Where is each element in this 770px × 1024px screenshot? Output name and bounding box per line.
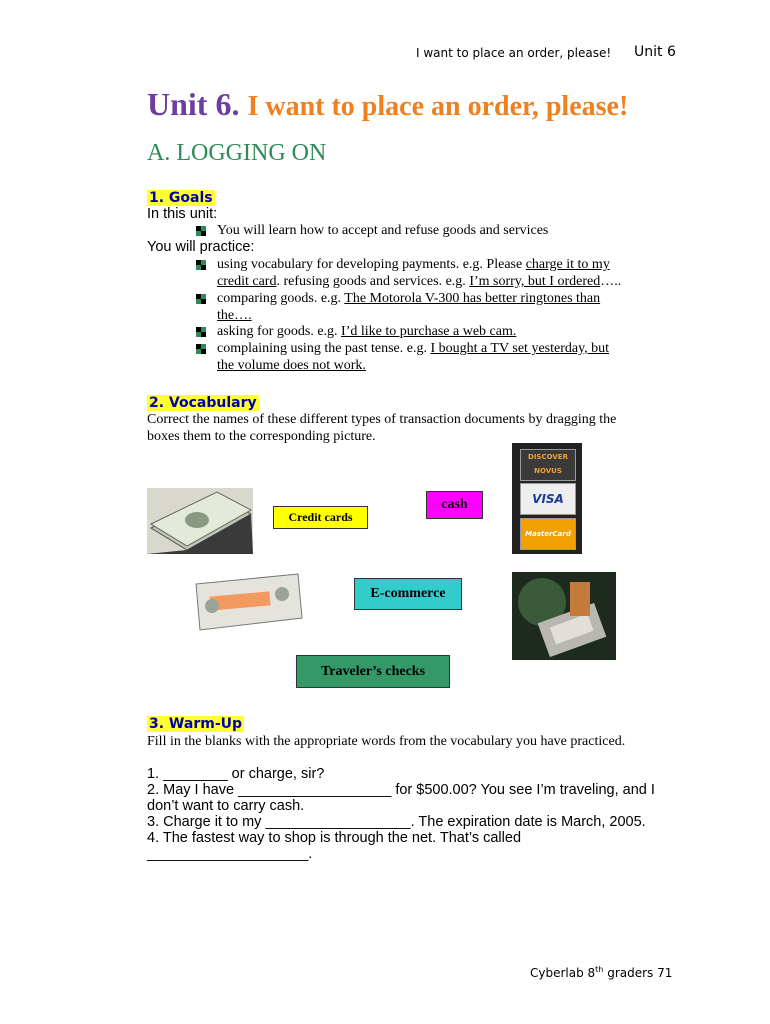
warmup-line-2: 2. May I have ___________________ for $500.00? You see I’m traveling, and I: [147, 782, 655, 798]
practice-intro: You will practice:: [147, 239, 255, 255]
title-unit: Unit 6.: [147, 86, 240, 122]
practice-item-1: using vocabulary for developing payments. e.g. Please charge it to my: [217, 257, 610, 272]
bullet-icon: [196, 327, 206, 337]
warmup-exercise: [147, 766, 687, 862]
ecommerce-picture: [512, 572, 616, 660]
practice-item-2: comparing goods. e.g. The Motorola V-300 has better ringtones than: [217, 291, 601, 306]
learn-item: You will learn how to accept and refuse goods and services: [217, 223, 549, 238]
goals-heading: 1. Goals: [149, 190, 213, 206]
mastercard-card: MasterCard: [520, 518, 576, 550]
practice-item-4-cont: the volume does not work.: [217, 358, 366, 373]
label-ecommerce[interactable]: E-commerce: [354, 578, 462, 610]
vocabulary-heading: 2. Vocabulary: [149, 395, 257, 411]
label-cash[interactable]: cash: [426, 491, 483, 519]
section-heading: A. LOGGING ON: [147, 140, 327, 166]
warmup-heading: 3. Warm-Up: [149, 716, 243, 732]
label-travelers-checks[interactable]: Traveler’s checks: [296, 655, 450, 688]
page-title: [147, 86, 628, 123]
travelers-check-picture: [190, 570, 305, 634]
cash-picture: [147, 488, 253, 554]
warmup-line-1: 1. ________ or charge, sir?: [147, 766, 325, 782]
practice-item-2-cont: the….: [217, 308, 252, 323]
practice-item-1-cont: credit card. refusing goods and services. e.g. I’m sorry, but I ordered…..: [217, 274, 622, 289]
vocabulary-instruction: Correct the names of these different types of transaction documents by dragging the boxes them to the corresponding picture.: [147, 412, 617, 444]
bullet-icon: [196, 226, 206, 236]
credit-cards-picture: [512, 443, 582, 554]
warmup-instruction: Fill in the blanks with the appropriate words from the vocabulary you have practiced.: [147, 734, 626, 749]
practice-item-3: asking for goods. e.g. I’d like to purchase a web cam.: [217, 324, 517, 339]
bullet-icon: [196, 260, 206, 270]
warmup-line-5: 4. The fastest way to shop is through the net. That’s called: [147, 830, 522, 846]
warmup-line-6: ____________________.: [147, 846, 313, 862]
bullet-icon: [196, 294, 206, 304]
warmup-line-3: don’t want to carry cash.: [147, 798, 305, 814]
warmup-line-4: 3. Charge it to my __________________. The expiration date is March, 2005.: [147, 814, 646, 830]
bullet-icon: [196, 344, 206, 354]
goals-intro: In this unit:: [147, 206, 218, 222]
header-unit: Unit 6: [634, 44, 676, 60]
label-credit-cards[interactable]: Credit cards: [273, 506, 368, 529]
page-footer: Cyberlab 8th graders 71: [530, 965, 673, 980]
running-title: I want to place an order, please!: [416, 46, 612, 60]
discover-card: DISCOVER NOVUS: [520, 449, 576, 481]
practice-item-4: complaining using the past tense. e.g. I bought a TV set yesterday, but: [217, 341, 610, 356]
title-text: I want to place an order, please!: [247, 91, 629, 122]
visa-card: VISA: [520, 483, 576, 515]
